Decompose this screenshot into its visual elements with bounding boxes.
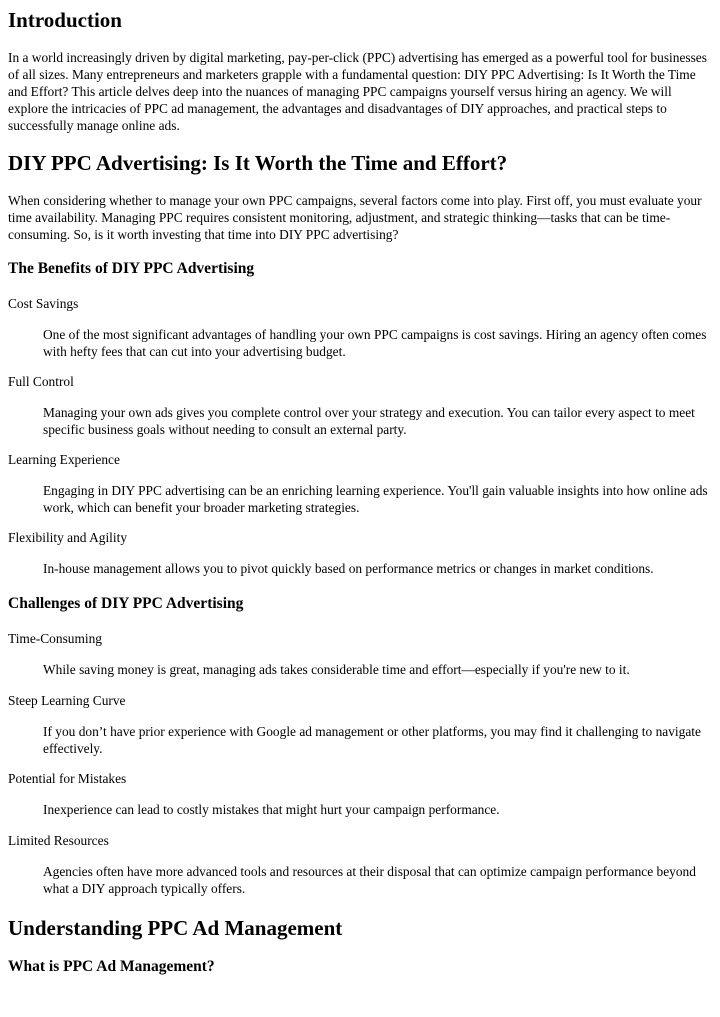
challenge-item xyxy=(8,630,712,647)
benefit-item xyxy=(8,451,712,468)
benefit-desc-block xyxy=(8,326,712,360)
understanding-section xyxy=(8,915,712,941)
challenge-term: Steep Learning Curve xyxy=(8,693,126,708)
benefit-term: Flexibility and Agility xyxy=(8,530,128,545)
challenge-desc-block xyxy=(8,661,712,678)
diy-paragraph: When considering whether to manage your own PPC campaigns, several factors come into play. First off, you must evaluate your time availability. Managing PPC requires consistent monitoring, adjustment, and strategic thinking—tasks that can be time-consuming. So, is it worth investing that time into DIY PPC advertising? xyxy=(8,193,702,242)
benefit-desc-block xyxy=(8,560,712,577)
benefit-desc: Managing your own ads gives you complete control over your strategy and execution. You can tailor every aspect to meet specific business goals without needing to consult an external party. xyxy=(43,405,695,437)
diy-paragraph-block xyxy=(8,192,712,243)
challenge-desc-block xyxy=(8,723,712,757)
benefit-desc-block xyxy=(8,482,712,516)
heading-understanding: Understanding PPC Ad Management xyxy=(8,916,343,940)
intro-section xyxy=(8,49,712,134)
heading-benefits: The Benefits of DIY PPC Advertising xyxy=(8,260,255,277)
challenge-desc: If you don’t have prior experience with Google ad management or other platforms, you may find it challenging to navigate effectively. xyxy=(43,724,701,756)
challenge-term: Potential for Mistakes xyxy=(8,771,127,786)
challenge-item xyxy=(8,770,712,787)
heading-diy-worth: DIY PPC Advertising: Is It Worth the Time and Effort? xyxy=(8,151,508,175)
benefit-item xyxy=(8,373,712,390)
diy-section xyxy=(8,150,712,176)
benefit-item xyxy=(8,529,712,546)
benefit-desc: One of the most significant advantages of handling your own PPC campaigns is cost savings. Hiring an agency often comes with hefty fees that can cut into your advertising budget. xyxy=(43,327,707,359)
challenge-desc-block xyxy=(8,801,712,818)
benefits-heading-block xyxy=(8,259,712,279)
challenges-heading-block xyxy=(8,594,712,614)
challenge-term: Time-Consuming xyxy=(8,631,103,646)
heading-challenges: Challenges of DIY PPC Advertising xyxy=(8,595,244,612)
benefit-desc: Engaging in DIY PPC advertising can be an enriching learning experience. You'll gain valuable insights into how online ads work, which can benefit your broader marketing strategies. xyxy=(43,483,708,515)
challenge-term: Limited Resources xyxy=(8,833,109,848)
benefit-desc: In-house management allows you to pivot quickly based on performance metrics or changes in market conditions. xyxy=(43,561,654,576)
heading-what-is-ppc: What is PPC Ad Management? xyxy=(8,958,215,975)
benefit-term: Cost Savings xyxy=(8,296,79,311)
challenge-desc: While saving money is great, managing ads takes considerable time and effort—especially if you're new to it. xyxy=(43,662,630,677)
challenge-desc: Agencies often have more advanced tools and resources at their disposal that can optimize campaign performance beyond what a DIY approach typically offers. xyxy=(43,864,696,896)
heading-introduction: Introduction xyxy=(8,8,122,32)
benefit-term: Learning Experience xyxy=(8,452,120,467)
benefit-term: Full Control xyxy=(8,374,74,389)
intro-paragraph: In a world increasingly driven by digital marketing, pay-per-click (PPC) advertising has emerged as a powerful tool for businesses of all sizes. Many entrepreneurs and marketers grapple with a fundamental question: DIY PPC Advertising: Is It Worth the Time and Effort? This article delves deep into the nuances of managing PPC campaigns yourself versus hiring an agency. We will explore the intricacies of PPC ad management, the advantages and disadvantages of DIY approaches, and practical steps to successfully manage online ads. xyxy=(8,50,707,133)
benefit-item xyxy=(8,295,712,312)
challenge-item xyxy=(8,832,712,849)
benefit-desc-block xyxy=(8,404,712,438)
challenge-desc-block xyxy=(8,863,712,897)
challenge-desc: Inexperience can lead to costly mistakes that might hurt your campaign performance. xyxy=(43,802,500,817)
challenge-item xyxy=(8,692,712,709)
understanding-subheading-block xyxy=(8,957,712,977)
